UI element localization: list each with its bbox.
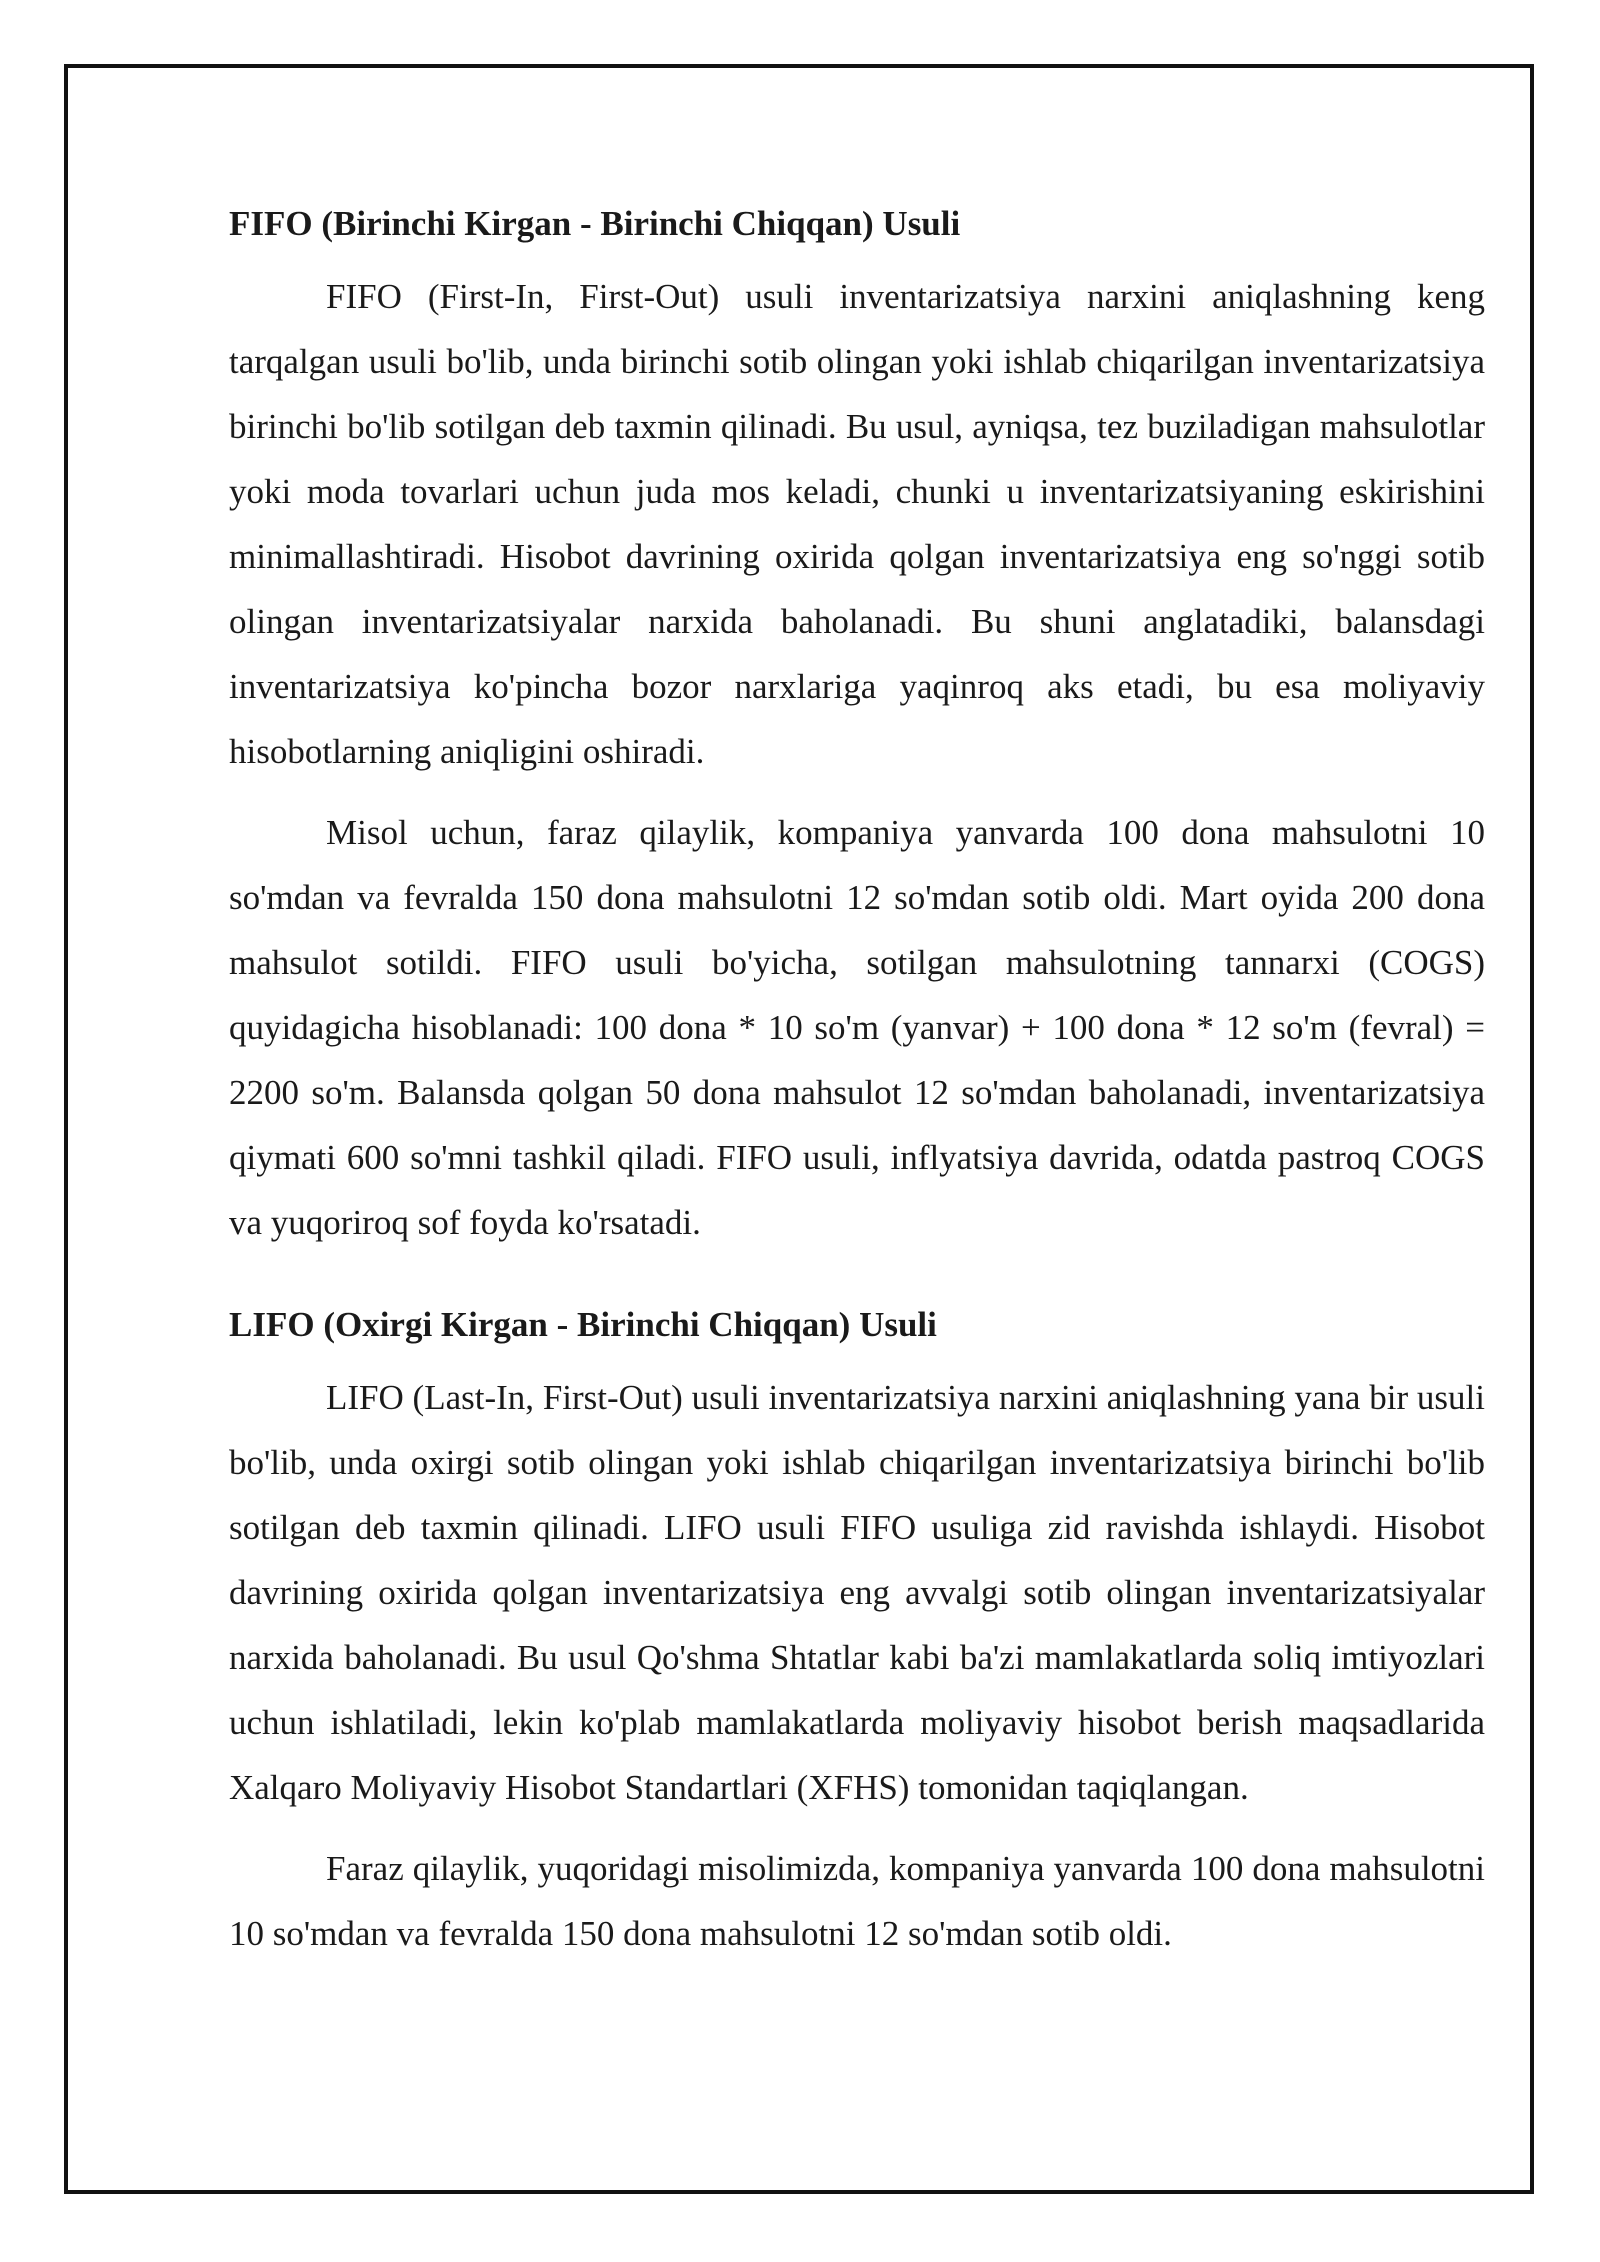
paragraph: Misol uchun, faraz qilaylik, kompaniya yanvarda 100 dona mahsulotni 10 so'mdan va fevralda 150 dona mahsulotni 12 so'mdan sotib oldi. Mart oyida 200 dona mahsulot sotildi. FIFO usuli bo'yicha, sotilgan mahsulotning tannarxi (COGS) quyidagicha hisoblanadi: 100 dona * 10 so'm (yanvar) + 100 dona * 12 so'm (fevral) = 2200 so'm. Balansda qolgan 50 dona mahsulot 12 so'mdan baholanadi, inventarizatsiya qiymati 600 so'mni tashkil qiladi. FIFO usuli, inflyatsiya davrida, odatda pastroq COGS va yuqoriroq sof foyda ko'rsatadi. <box>229 813 1485 1242</box>
paragraph: FIFO (First-In, First-Out) usuli inventarizatsiya narxini aniqlashning keng tarqalgan usuli bo'lib, unda birinchi sotib olingan yoki ishlab chiqarilgan inventarizatsiya birinchi bo'lib sotilgan deb taxmin qilinadi. Bu usul, ayniqsa, tez buziladigan mahsulotlar yoki moda tovarlari uchun juda mos keladi, chunki u inventarizatsiyaning eskirishini minimallashtiradi. Hisobot davrining oxirida qolgan inventarizatsiya eng so'nggi sotib olingan inventarizatsiyalar narxida baholanadi. Bu shuni anglatadiki, balansdagi inventarizatsiya ko'pincha bozor narxlariga yaqinroq aks etadi, bu esa moliyaviy hisobotlarning aniqligini oshiradi. <box>229 277 1485 771</box>
paragraph: LIFO (Last-In, First-Out) usuli inventarizatsiya narxini aniqlashning yana bir usuli bo'lib, unda oxirgi sotib olingan yoki ishlab chiqarilgan inventarizatsiya birinchi bo'lib sotilgan deb taxmin qilinadi. LIFO usuli FIFO usuliga zid ravishda ishlaydi. Hisobot davrining oxirida qolgan inventarizatsiya eng avvalgi sotib olingan inventarizatsiyalar narxida baholanadi. Bu usul Qo'shma Shtatlar kabi ba'zi mamlakatlarda soliq imtiyozlari uchun ishlatiladi, lekin ko'plab mamlakatlarda moliyaviy hisobot berish maqsadlarida Xalqaro Moliyaviy Hisobot Standartlari (XFHS) tomonidan taqiqlangan. <box>229 1378 1485 1807</box>
paragraph: Faraz qilaylik, yuqoridagi misolimizda, kompaniya yanvarda 100 dona mahsulotni 10 so'mdan va fevralda 150 dona mahsulotni 12 so'mdan sotib oldi. <box>229 1849 1485 1953</box>
section-heading-fifo: FIFO (Birinchi Kirgan - Birinchi Chiqqan) Usuli <box>229 204 961 243</box>
section-heading-lifo: LIFO (Oxirgi Kirgan - Birinchi Chiqqan) Usuli <box>229 1305 937 1344</box>
document-body <box>229 196 1485 1982</box>
